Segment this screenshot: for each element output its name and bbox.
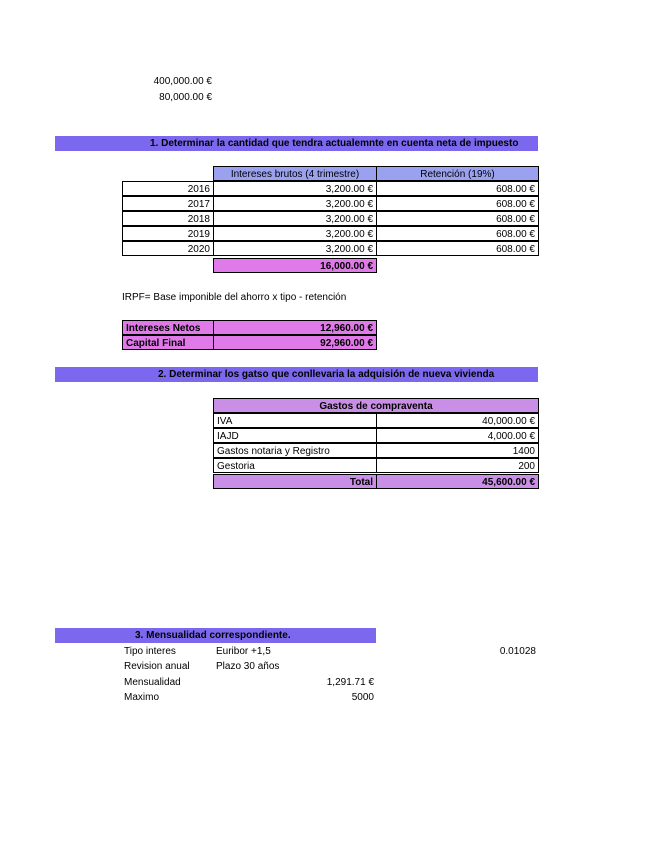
year-cell: 2019 — [122, 226, 214, 241]
col-header-retention: Retención (19%) — [376, 166, 539, 181]
annual-revision-label: Revision anual — [124, 661, 190, 672]
gross-cell: 3,200.00 € — [213, 196, 377, 211]
section3-title: 3. Mensualidad correspondiente. — [135, 630, 291, 641]
monthly-payment-value: 1,291.71 € — [326, 677, 374, 688]
col-header-gross: Intereses brutos (4 trimestre) — [213, 166, 377, 181]
cost-label: IAJD — [213, 428, 377, 443]
section1-title: 1. Determinar la cantidad que tendra actualemnte en cuenta neta de impuesto — [150, 138, 519, 149]
retention-cell: 608.00 € — [376, 211, 539, 226]
final-capital-value: 92,960.00 € — [213, 335, 377, 350]
irpf-note: IRPF= Base imponible del ahorro x tipo - retención — [122, 292, 347, 303]
net-interest-label: Intereses Netos — [122, 320, 214, 335]
net-interest-value: 12,960.00 € — [213, 320, 377, 335]
retention-cell: 608.00 € — [376, 226, 539, 241]
year-cell: 2016 — [122, 181, 214, 196]
maximum-value: 5000 — [351, 692, 374, 703]
section2-header — [55, 367, 538, 382]
total-value: 45,600.00 € — [376, 474, 539, 489]
retention-cell: 608.00 € — [376, 181, 539, 196]
cost-label: Gastos notaria y Registro — [213, 443, 377, 458]
gross-cell: 3,200.00 € — [213, 241, 377, 256]
maximum-label: Maximo — [124, 692, 160, 703]
cost-value: 1400 — [376, 443, 539, 458]
gross-cell: 3,200.00 € — [213, 226, 377, 241]
top-value-2: 80,000.00 € — [159, 92, 212, 103]
year-cell: 2018 — [122, 211, 214, 226]
term-value: Plazo 30 años — [216, 661, 280, 672]
cost-value: 200 — [376, 458, 539, 473]
gross-cell: 3,200.00 € — [213, 181, 377, 196]
retention-cell: 608.00 € — [376, 241, 539, 256]
final-capital-label: Capital Final — [122, 335, 214, 350]
section1-header — [55, 136, 538, 151]
top-value-1: 400,000.00 € — [153, 76, 212, 87]
section2-title: 2. Determinar los gatso que conllevaria la adquisión de nueva vivienda — [158, 369, 495, 380]
gross-cell: 3,200.00 € — [213, 211, 377, 226]
total-label: Total — [213, 474, 377, 489]
section3-header — [55, 628, 376, 643]
cost-label: IVA — [213, 413, 377, 428]
year-cell: 2017 — [122, 196, 214, 211]
interest-type-number: 0.01028 — [499, 646, 536, 657]
interest-type-label: Tipo interes — [124, 646, 176, 657]
total-gross-cell: 16,000.00 € — [213, 258, 377, 273]
retention-cell: 608.00 € — [376, 196, 539, 211]
cost-value: 4,000.00 € — [376, 428, 539, 443]
cost-value: 40,000.00 € — [376, 413, 539, 428]
cost-label: Gestoria — [213, 458, 377, 473]
purchase-costs-header: Gastos de compraventa — [213, 398, 539, 413]
interest-type-value: Euribor +1,5 — [216, 646, 271, 657]
year-cell: 2020 — [122, 241, 214, 256]
monthly-payment-label: Mensualidad — [124, 677, 181, 688]
